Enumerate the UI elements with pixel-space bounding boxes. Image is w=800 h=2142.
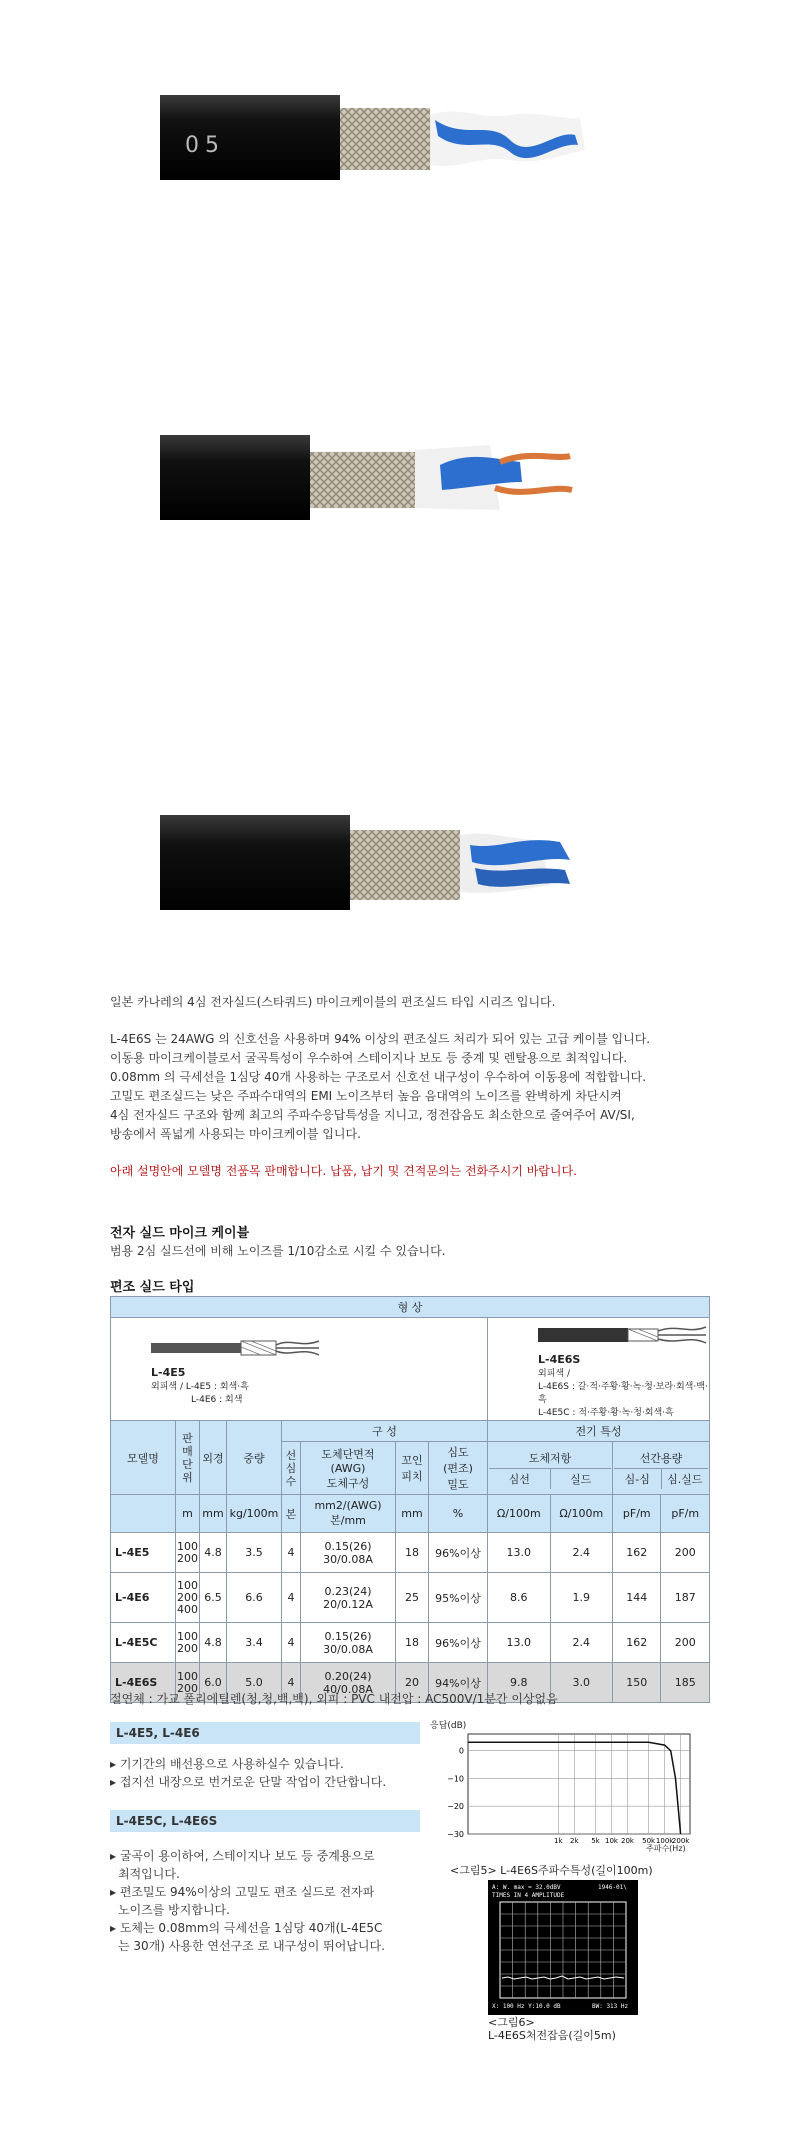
row-density: 94%이상 — [429, 1663, 488, 1703]
header-sales-unit: 판 매 단 위 — [176, 1421, 200, 1495]
shape-header: 형 상 — [111, 1297, 710, 1318]
cable-photo-1 — [160, 60, 640, 230]
bullet-item: ▸ 도체는 0.08mm의 극세선을 1심당 40개(L-4E5C — [110, 1921, 383, 1935]
row-weight: 5.0 — [227, 1663, 282, 1703]
header-construction: 구 성 — [282, 1421, 488, 1442]
row-sales: 100 200 — [176, 1533, 200, 1573]
block2-title: L-4E5C, L-4E6S — [110, 1810, 420, 1832]
block2-bullets — [110, 1848, 420, 1956]
intro-line: 이동용 마이크케이블로서 굴곡특성이 우수하여 스테이지나 보도 등 중계 및 렌탈용으로 최적입니다. — [110, 1051, 628, 1065]
chart-xlabel: 주파수(Hz) — [646, 1844, 686, 1853]
row-c1: 162 — [613, 1623, 661, 1663]
header-density: 심도 (편조) 밀도 — [429, 1442, 488, 1495]
scope-footer-right: BW: 313 Hz — [592, 2003, 629, 2010]
bullet-item: 노이즈를 방지합니다. — [118, 1903, 230, 1917]
row-sales: 100 200 — [176, 1663, 200, 1703]
row-c2: 187 — [661, 1573, 710, 1623]
row-model: L-4E5C — [111, 1623, 176, 1663]
row-sales: 100 200 400 — [176, 1573, 200, 1623]
chart-xtick-label: 50k — [642, 1837, 656, 1845]
row-density: 95%이상 — [429, 1573, 488, 1623]
left-cable-colors-1: 외피색 / L-4E5 : 회색·흑 — [151, 1382, 249, 1392]
row-sales: 100 200 — [176, 1623, 200, 1663]
row-od: 6.0 — [200, 1663, 227, 1703]
cable-print-label: 05 — [185, 133, 225, 158]
row-density: 96%이상 — [429, 1623, 488, 1663]
header-core-shield: 심.실드 — [667, 1472, 703, 1486]
header-pitch: 꼬인 피치 — [396, 1442, 429, 1495]
row-r1: 13.0 — [488, 1623, 551, 1663]
header-electrical: 전기 특성 — [488, 1421, 710, 1442]
row-c1: 150 — [613, 1663, 661, 1703]
chart-ytick-label: −20 — [447, 1802, 464, 1812]
table-title: 편조 실드 타입 — [110, 1280, 195, 1295]
intro-text — [110, 993, 730, 1199]
scope-caption-line: <그림6> — [488, 2016, 535, 2029]
bullet-item: ▸ 굴곡이 용이하여, 스테이지나 보도 등 중계용으로 — [110, 1849, 375, 1863]
scope-svg — [488, 1880, 638, 2015]
chart-xtick-label: 1k — [554, 1837, 563, 1845]
row-c1: 162 — [613, 1533, 661, 1573]
chart-ytick-label: −30 — [447, 1830, 464, 1839]
table-row — [111, 1623, 710, 1663]
row-conductor: 0.23(24) 20/0.12A — [301, 1573, 396, 1623]
header-capacitance — [613, 1442, 710, 1495]
chart-xtick-label: 10k — [604, 1837, 618, 1845]
frequency-response-chart — [430, 1718, 700, 1862]
unit-weight: kg/100m — [227, 1495, 282, 1533]
intro-line: 방송에서 폭넓게 사용되는 마이크케이블 입니다. — [110, 1127, 361, 1141]
scope-caption — [488, 2016, 616, 2042]
row-c2: 200 — [661, 1623, 710, 1663]
row-pitch: 25 — [396, 1573, 429, 1623]
scope-header-line2: TIMES IN 4 AMPLITUDE — [492, 1892, 565, 1899]
row-cores: 4 — [282, 1663, 301, 1703]
section-subtitle: 범용 2심 실드선에 비해 노이즈를 1/10감소로 시킬 수 있습니다. — [110, 1244, 446, 1258]
row-model: L-4E6S — [111, 1663, 176, 1703]
row-weight: 6.6 — [227, 1573, 282, 1623]
chart-plot-area — [468, 1734, 690, 1834]
noise-scope-figure — [488, 1880, 638, 2019]
unit-od: mm — [200, 1495, 227, 1533]
unit-pitch: mm — [396, 1495, 429, 1533]
row-c1: 144 — [613, 1573, 661, 1623]
header-resistance — [488, 1442, 613, 1495]
chart-xtick-label: 100k — [655, 1837, 674, 1845]
intro-paragraph-2 — [110, 1030, 730, 1144]
row-cores: 4 — [282, 1623, 301, 1663]
chart-ytick-label: −10 — [447, 1774, 464, 1784]
header-conductor: 도체단면적 (AWG) 도체구성 — [301, 1442, 396, 1495]
intro-line: 4심 전자실드 구조와 함께 최고의 주파수응답특성을 지니고, 정전잡음도 최소한으로 줄여주어 AV/SI, — [110, 1108, 635, 1122]
chart-ylabel: 응답(dB) — [430, 1721, 467, 1731]
table-row — [111, 1533, 710, 1573]
left-cable-model: L-4E5 — [151, 1366, 186, 1379]
row-pitch: 20 — [396, 1663, 429, 1703]
header-core-core: 심-심 — [614, 1469, 661, 1489]
intro-line: 0.08mm 의 극세선을 1심당 40개 사용하는 구조로서 신호선 내구성이 우수하여 이동용에 적합합니다. — [110, 1070, 647, 1084]
bullet-item: ▸ 편조밀도 94%이상의 고밀도 편조 실드로 전자파 — [110, 1885, 375, 1899]
bullet-item: ▸ 접지선 내장으로 번거로운 단말 작업이 간단합니다. — [110, 1775, 387, 1789]
cable-drawing-icon — [538, 1320, 708, 1350]
bullet-item: 는 30개) 사용한 연선구조 로 내구성이 뛰어납니다. — [118, 1939, 385, 1953]
unit-sales: m — [176, 1495, 200, 1533]
header-od: 외경 — [200, 1421, 227, 1495]
section-title: 전자 실드 마이크 케이블 — [110, 1226, 250, 1241]
row-r2: 2.4 — [550, 1623, 613, 1663]
unit-cores: 본 — [282, 1495, 301, 1533]
scope-header-right: 1946-01\ — [598, 1884, 627, 1891]
sales-notice: 아래 설명안에 모델명 전품목 판매합니다. 납품, 납기 및 견적문의는 전화주시기 바랍니다. — [110, 1164, 577, 1178]
block1-title: L-4E5, L-4E6 — [110, 1722, 420, 1744]
row-weight: 3.4 — [227, 1623, 282, 1663]
row-model: L-4E5 — [111, 1533, 176, 1573]
cable-drawing-icon — [151, 1333, 321, 1363]
unit-c2: pF/m — [661, 1495, 710, 1533]
row-c2: 185 — [661, 1663, 710, 1703]
row-cores: 4 — [282, 1533, 301, 1573]
row-cores: 4 — [282, 1573, 301, 1623]
header-capacitance-label: 선간용량 — [614, 1448, 708, 1469]
right-cable-colors-2: L-4E6S : 갈·적·주황·황·녹·청·보라·회색·백·흑 — [538, 1382, 708, 1405]
frequency-chart-svg — [430, 1718, 700, 1858]
chart-ytick-label: 0 — [458, 1746, 464, 1756]
row-od: 4.8 — [200, 1623, 227, 1663]
table-row — [111, 1573, 710, 1623]
header-weight: 중량 — [227, 1421, 282, 1495]
row-r2: 3.0 — [550, 1663, 613, 1703]
row-c2: 200 — [661, 1533, 710, 1573]
cable-photo-3 — [160, 780, 640, 950]
unit-r2: Ω/100m — [550, 1495, 613, 1533]
block1-bullets — [110, 1756, 420, 1792]
row-pitch: 18 — [396, 1533, 429, 1573]
row-density: 96%이상 — [429, 1533, 488, 1573]
bullet-item: ▸ 기기간의 배선용으로 사용하실수 있습니다. — [110, 1757, 344, 1771]
header-resistance-label: 도체저항 — [489, 1448, 611, 1469]
right-cable-model: L-4E6S — [538, 1353, 581, 1366]
row-pitch: 18 — [396, 1623, 429, 1663]
header-model: 모델명 — [111, 1421, 176, 1495]
spec-table — [110, 1296, 710, 1703]
row-r1: 13.0 — [488, 1533, 551, 1573]
row-conductor: 0.20(24) 40/0.08A — [301, 1663, 396, 1703]
chart-xtick-label: 2k — [570, 1837, 579, 1845]
row-od: 4.8 — [200, 1533, 227, 1573]
intro-line: 고밀도 편조실드는 낮은 주파수대역의 EMI 노이즈부터 높음 음대역의 노이즈를 완벽하게 차단시켜 — [110, 1089, 622, 1103]
unit-r1: Ω/100m — [488, 1495, 551, 1533]
intro-line: L-4E6S 는 24AWG 의 신호선을 사용하며 94% 이상의 편조실드 처리가 되어 있는 고급 케이블 입니다. — [110, 1032, 651, 1046]
right-cable-colors-1: 외피색 / — [538, 1369, 570, 1379]
cable-diagram-left — [111, 1318, 488, 1421]
unit-c1: pF/m — [613, 1495, 661, 1533]
intro-paragraph-1: 일본 카나레의 4심 전자실드(스타쿼드) 마이크케이블의 편조실드 타입 시리즈 입니다. — [110, 995, 556, 1009]
row-r1: 8.6 — [488, 1573, 551, 1623]
right-cable-colors-3: L-4E5C : 적·주황·황·녹·청·회색·흑 — [538, 1408, 674, 1418]
chart-caption: <그림5> L-4E6S주파수특성(길이100m) — [450, 1864, 653, 1877]
row-model: L-4E6 — [111, 1573, 176, 1623]
chart-xtick-label: 20k — [620, 1837, 634, 1845]
header-core: 심선 — [489, 1469, 551, 1489]
insulation-note: 절연체 : 가교 폴리에틸렌(청,청,백,백), 외피 : PVC 내전압 : AC500V/1분간 이상없음 — [110, 1692, 558, 1706]
scope-caption-line: L-4E6S처전잡음(길이5m) — [488, 2029, 616, 2042]
left-cable-colors-2: L-4E6 : 회색 — [191, 1395, 243, 1405]
row-weight: 3.5 — [227, 1533, 282, 1573]
unit-conductor: mm2/(AWG) 본/mm — [301, 1495, 396, 1533]
row-conductor: 0.15(26) 30/0.08A — [301, 1533, 396, 1573]
row-r2: 2.4 — [550, 1533, 613, 1573]
header-shield: 실드 — [570, 1472, 592, 1486]
chart-xtick-label: 200k — [671, 1837, 690, 1845]
cable-diagram-right — [488, 1318, 710, 1421]
scope-footer-left: X: 100 Hz Y:10.0 dB — [492, 2003, 561, 2010]
chart-xtick-label: 5k — [591, 1837, 600, 1845]
scope-header-left: A: W. max = 32.0dBV — [492, 1884, 561, 1891]
unit-density: % — [429, 1495, 488, 1533]
row-r2: 1.9 — [550, 1573, 613, 1623]
row-od: 6.5 — [200, 1573, 227, 1623]
bullet-item: 최적입니다. — [118, 1867, 180, 1881]
row-r1: 9.8 — [488, 1663, 551, 1703]
row-conductor: 0.15(26) 30/0.08A — [301, 1623, 396, 1663]
unit-blank — [111, 1495, 176, 1533]
cable-photo-2 — [160, 390, 640, 560]
header-cores: 선 심 수 — [282, 1442, 301, 1495]
